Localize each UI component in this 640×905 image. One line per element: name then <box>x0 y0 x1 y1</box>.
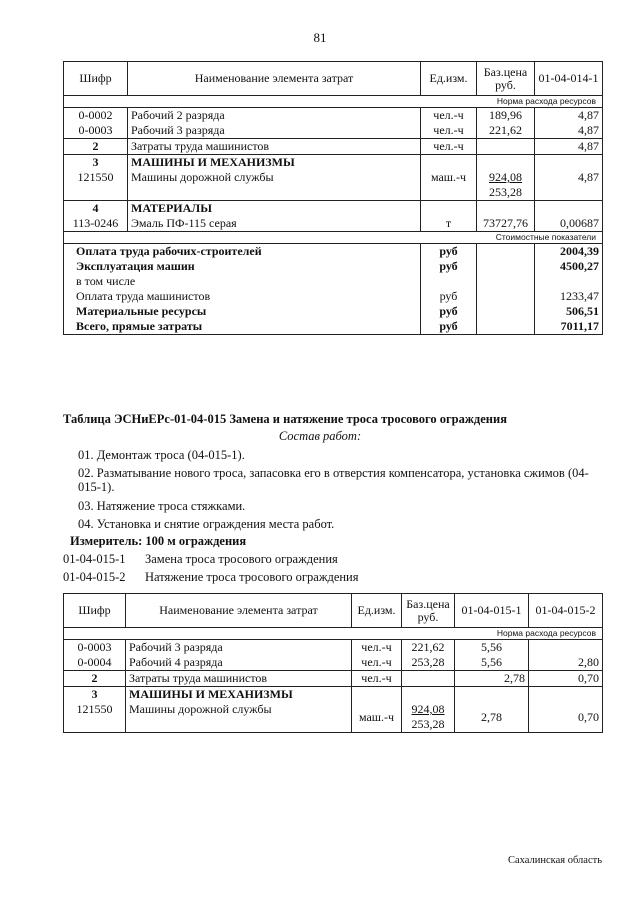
cost-name: Оплата труда машинистов <box>64 289 421 304</box>
table-row <box>64 139 603 155</box>
row-name: Эмаль ПФ-115 серая <box>128 216 421 232</box>
section-heading: МАТЕРИАЛЫ <box>128 201 421 217</box>
work-item: 03. Натяжение троса стяжками. <box>78 499 246 513</box>
variant-item <box>63 552 338 567</box>
section-heading: МАШИНЫ И МЕХАНИЗМЫ <box>128 155 421 171</box>
row-name: Рабочий 4 разряда <box>126 655 352 671</box>
header-code: Шифр <box>64 62 128 96</box>
row-name: Рабочий 2 разряда <box>128 108 421 124</box>
row-price <box>402 671 455 687</box>
table-row <box>64 702 603 733</box>
row-unit: маш.-ч <box>421 170 477 201</box>
row-code: 121550 <box>64 170 128 201</box>
section-heading: МАШИНЫ И МЕХАНИЗМЫ <box>126 687 352 703</box>
table-header-row <box>64 62 603 96</box>
row-unit: т <box>421 216 477 232</box>
cost-row <box>64 244 603 260</box>
section-title: Таблица ЭСНиЕРс-01-04-015 Замена и натяжение троса тросового ограждения <box>63 412 507 426</box>
row-value-1: 5,56 <box>455 655 529 671</box>
cost-unit: руб <box>421 304 477 319</box>
work-item: 01. Демонтаж троса (04-015-1). <box>78 448 245 462</box>
row-price: 73727,76 <box>477 216 535 232</box>
cost-name: Оплата труда рабочих-строителей <box>64 244 421 260</box>
table-header-row <box>64 594 603 628</box>
cost-value: 1233,47 <box>535 289 603 304</box>
row-price: 253,28 <box>402 655 455 671</box>
row-code: 2 <box>64 139 128 155</box>
variant-item <box>63 570 359 585</box>
section-subtitle: Состав работ: <box>278 429 362 443</box>
row-code: 0-0003 <box>64 123 128 139</box>
row-name: Машины дорожной службы <box>126 702 352 733</box>
row-price: 221,62 <box>402 640 455 656</box>
price-value-2: 253,28 <box>489 185 522 199</box>
row-value-2: 2,80 <box>529 655 603 671</box>
row-price: 189,96 <box>477 108 535 124</box>
table-row <box>64 216 603 232</box>
row-code: 3 <box>64 687 126 703</box>
row-value: 4,87 <box>535 123 603 139</box>
header-name: Наименование элемента затрат <box>126 594 352 628</box>
table-row <box>64 655 603 671</box>
cost-value: 506,51 <box>535 304 603 319</box>
cost-unit: руб <box>421 259 477 274</box>
header-unit: Ед.изм. <box>352 594 402 628</box>
header-name: Наименование элемента затрат <box>128 62 421 96</box>
row-name: Рабочий 3 разряда <box>128 123 421 139</box>
row-value-2: 0,70 <box>529 702 603 733</box>
row-code: 2 <box>64 671 126 687</box>
row-code: 113-0246 <box>64 216 128 232</box>
page-number: 81 <box>313 30 327 45</box>
row-code: 121550 <box>64 702 126 733</box>
row-name: Затраты труда машинистов <box>128 139 421 155</box>
row-unit: чел.-ч <box>352 655 402 671</box>
variant-name: Натяжение троса тросового ограждения <box>145 570 359 584</box>
work-item: 04. Установка и снятие ограждения места работ. <box>78 517 335 531</box>
header-col1: 01-04-015-1 <box>455 594 529 628</box>
norm-row <box>64 628 603 640</box>
row-value-2: 0,70 <box>529 671 603 687</box>
row-unit: чел.-ч <box>352 671 402 687</box>
price-value: 924,08 <box>411 702 445 716</box>
header-col1: 01-04-014-1 <box>535 62 603 96</box>
cost-name: Эксплуатация машин <box>64 259 421 274</box>
norm-label: Норма расхода ресурсов <box>64 628 603 640</box>
table-row <box>64 123 603 139</box>
norm-row <box>64 96 603 108</box>
row-unit: чел.-ч <box>421 123 477 139</box>
price-value-2: 253,28 <box>411 717 445 731</box>
row-value: 4,87 <box>535 139 603 155</box>
row-code: 0-0003 <box>64 640 126 656</box>
row-price: 221,62 <box>477 123 535 139</box>
cost-value: 4500,27 <box>535 259 603 274</box>
table-row <box>64 640 603 656</box>
cost-row <box>64 319 603 335</box>
row-value-1: 2,78 <box>455 702 529 733</box>
work-item: 02. Разматывание нового троса, запасовка его в отверстия компенсатора, установка сжимов (04-015-1). <box>78 466 589 494</box>
row-name: Затраты труда машинистов <box>126 671 352 687</box>
cost-label: Стоимостные показатели <box>64 232 603 244</box>
price-value: 924,08 <box>489 170 522 184</box>
table-row <box>64 671 603 687</box>
measurement-unit: Измеритель: 100 м ограждения <box>70 534 247 548</box>
table-row <box>64 155 603 171</box>
header-price: Баз.цена руб. <box>477 62 535 96</box>
row-code: 0-0004 <box>64 655 126 671</box>
table-row <box>64 170 603 201</box>
row-code: 0-0002 <box>64 108 128 124</box>
header-col2: 01-04-015-2 <box>529 594 603 628</box>
variant-name: Замена троса тросового ограждения <box>145 552 338 566</box>
row-price <box>402 702 455 733</box>
row-value-1: 5,56 <box>455 640 529 656</box>
row-value: 0,00687 <box>535 216 603 232</box>
row-unit: маш.-ч <box>352 702 402 733</box>
row-value: 4,87 <box>535 170 603 201</box>
table-row <box>64 201 603 217</box>
row-code: 4 <box>64 201 128 217</box>
header-unit: Ед.изм. <box>421 62 477 96</box>
row-name: Рабочий 3 разряда <box>126 640 352 656</box>
variant-code: 01-04-015-1 <box>63 552 126 566</box>
row-price <box>477 139 535 155</box>
header-code: Шифр <box>64 594 126 628</box>
resource-table-2 <box>63 593 603 733</box>
resource-table-1 <box>63 61 603 335</box>
footer-region: Сахалинская область <box>508 855 602 866</box>
cost-row <box>64 259 603 274</box>
row-unit: чел.-ч <box>421 139 477 155</box>
cost-row <box>64 289 603 304</box>
table-row <box>64 687 603 703</box>
cost-name: Материальные ресурсы <box>64 304 421 319</box>
cost-unit: руб <box>421 244 477 260</box>
norm-label: Норма расхода ресурсов <box>64 96 603 108</box>
row-value-1: 2,78 <box>455 671 529 687</box>
row-unit: чел.-ч <box>421 108 477 124</box>
cost-row <box>64 304 603 319</box>
row-value: 4,87 <box>535 108 603 124</box>
cost-name: в том числе <box>64 274 421 289</box>
cost-value: 2004,39 <box>535 244 603 260</box>
row-unit: чел.-ч <box>352 640 402 656</box>
row-price <box>477 170 535 201</box>
variant-code: 01-04-015-2 <box>63 570 126 584</box>
cost-value: 7011,17 <box>535 319 603 335</box>
cost-unit: руб <box>421 319 477 335</box>
cost-row <box>64 274 603 289</box>
cost-name: Всего, прямые затраты <box>64 319 421 335</box>
table-row <box>64 108 603 124</box>
row-code: 3 <box>64 155 128 171</box>
row-name: Машины дорожной службы <box>128 170 421 201</box>
header-price: Баз.цена руб. <box>402 594 455 628</box>
cost-label-row <box>64 232 603 244</box>
cost-unit: руб <box>421 289 477 304</box>
row-value-2 <box>529 640 603 656</box>
